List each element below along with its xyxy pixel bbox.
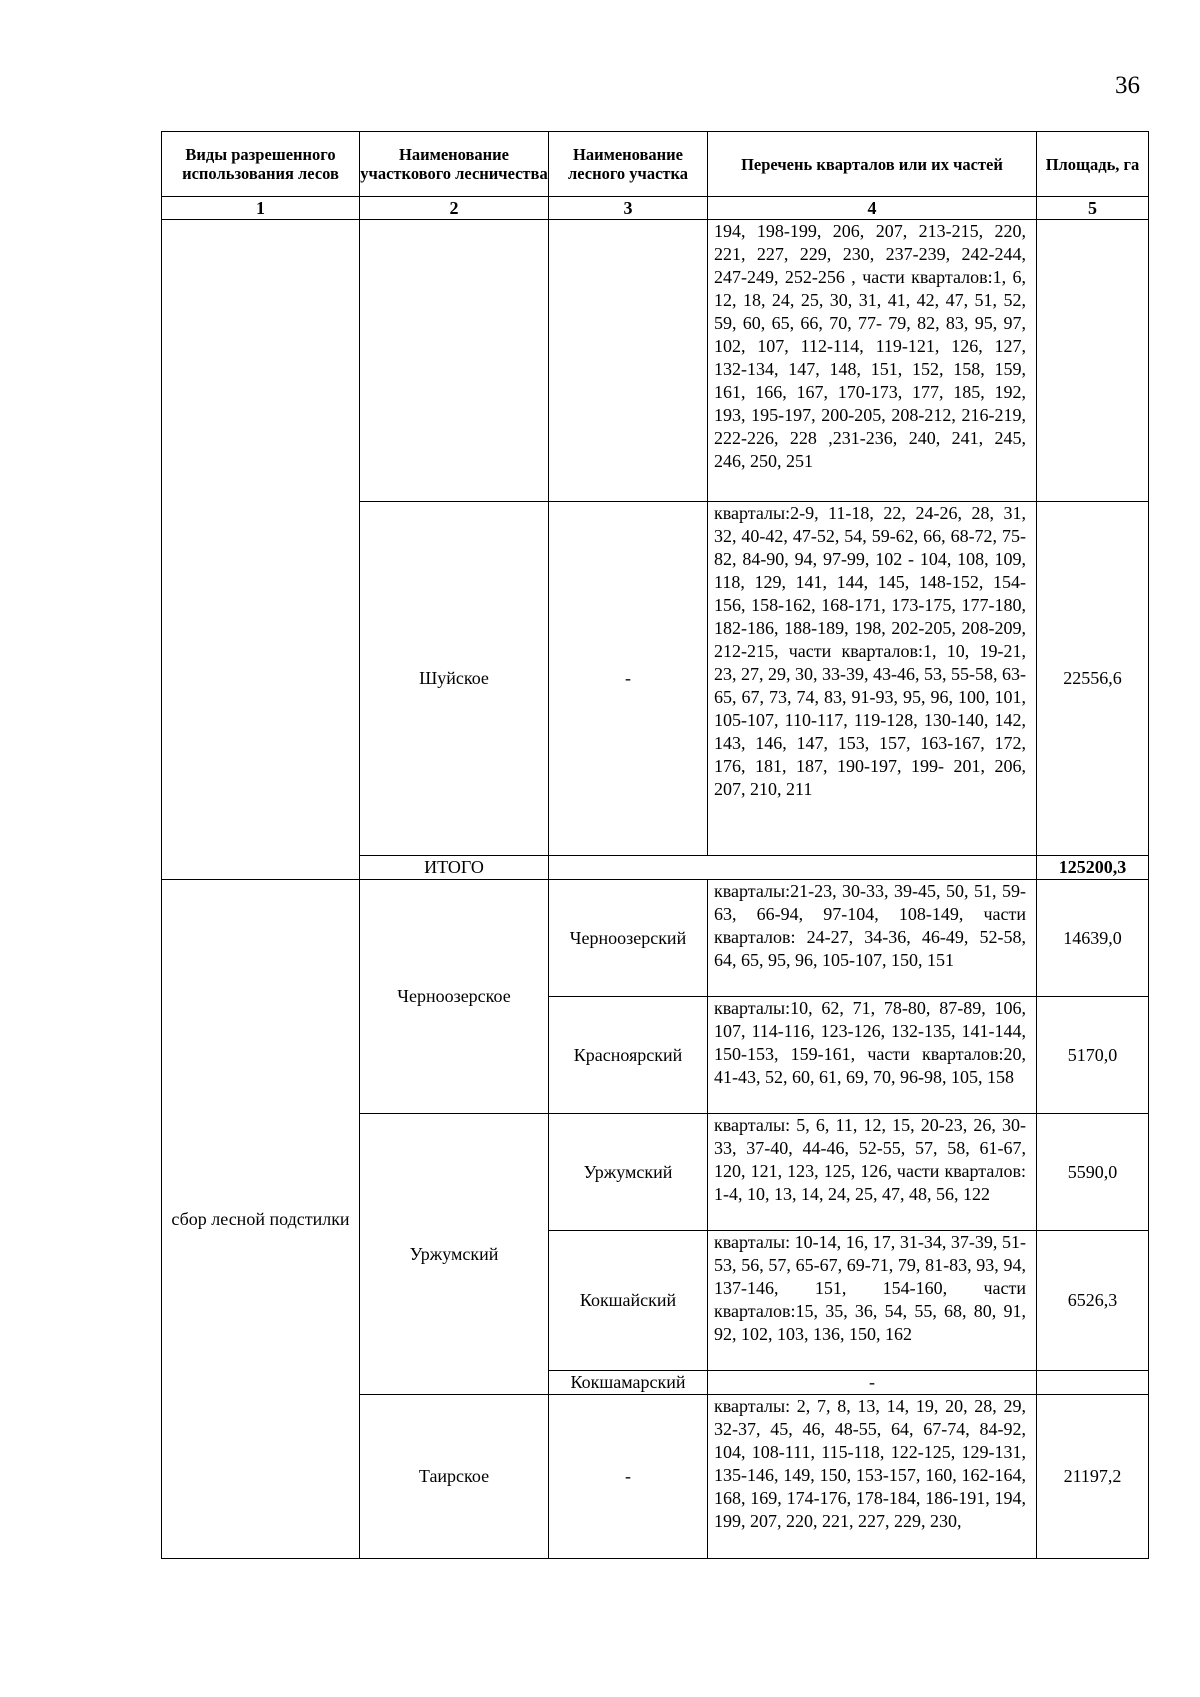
area-cell bbox=[1037, 1371, 1149, 1395]
area-cell: 22556,6 bbox=[1037, 502, 1149, 856]
quarters-cell: кварталы: 5, 6, 11, 12, 15, 20-23, 26, 30-33, 37-40, 44-46, 52-55, 57, 58, 61-67, 120, 121, 123, 125, 126, части кварталов: 1-4, 10, 13, 14, 24, 25, 47, 48, 56, 122 bbox=[708, 1114, 1037, 1231]
quarters-cell: кварталы: 10-14, 16, 17, 31-34, 37-39, 51-53, 56, 57, 65-67, 69-71, 79, 81-83, 93, 94, 137-146, 151, 154-160, части кварталов:15, 35, 36, 54, 55, 68, 80, 91, 92, 102, 103, 136, 150, 162 bbox=[708, 1231, 1037, 1371]
forestry-cell: Таирское bbox=[360, 1395, 549, 1559]
header-plot: Наименование лесного участка bbox=[549, 132, 708, 197]
quarters-cell: кварталы:2-9, 11-18, 22, 24-26, 28, 31, 32, 40-42, 47-52, 54, 59-62, 66, 68-72, 75-82, 84-90, 94, 97-99, 102 - 104, 108, 109, 118, 129, 141, 144, 145, 148-152, 154-156, 158-162, 168-171, 173-175, 177-180, 182-186, 188-189, 198, 202-205, 208-209, 212-215, части кварталов:1, 10, 19-21, 23, 27, 29, 30, 33-39, 43-46, 53, 55-58, 63-65, 67, 73, 74, 83, 91-93, 95, 96, 100, 101, 105-107, 110-117, 119-128, 130-140, 142, 143, 146, 147, 153, 157, 163-167, 172, 176, 181, 187, 190-197, 199- 201, 206, 207, 210, 211 bbox=[708, 502, 1037, 856]
header-use-type: Виды разрешенного использования лесов bbox=[162, 132, 360, 197]
header-row bbox=[162, 132, 1149, 197]
plot-cell: Кокшайский bbox=[549, 1231, 708, 1371]
quarters-cell: кварталы:21-23, 30-33, 39-45, 50, 51, 59-63, 66-94, 97-104, 108-149, части кварталов: 24-27, 34-36, 46-49, 52-58, 64, 65, 95, 96, 105-107, 150, 151 bbox=[708, 880, 1037, 997]
area-cell: 21197,2 bbox=[1037, 1395, 1149, 1559]
forestry-cell: Уржумский bbox=[360, 1114, 549, 1395]
header-area: Площадь, га bbox=[1037, 132, 1149, 197]
area-cell: 5590,0 bbox=[1037, 1114, 1149, 1231]
page-number: 36 bbox=[1115, 72, 1140, 99]
column-number: 3 bbox=[549, 197, 708, 220]
column-number-row bbox=[162, 197, 1149, 220]
area-cell bbox=[1037, 220, 1149, 502]
header-forestry: Наименование участкового лесничества bbox=[360, 132, 549, 197]
plot-cell: - bbox=[549, 502, 708, 856]
quarters-cell: - bbox=[708, 1371, 1037, 1395]
total-label: ИТОГО bbox=[360, 856, 549, 880]
forest-use-table bbox=[161, 131, 1149, 1559]
plot-cell: Черноозерский bbox=[549, 880, 708, 997]
use-type-cell-prev bbox=[162, 220, 360, 880]
header-quarters: Перечень кварталов или их частей bbox=[708, 132, 1037, 197]
quarters-cell: кварталы: 2, 7, 8, 13, 14, 19, 20, 28, 29, 32-37, 45, 46, 48-55, 64, 67-74, 84-92, 104, 108-111, 115-118, 122-125, 129-131, 135-146, 149, 150, 153-157, 160, 162-164, 168, 169, 174-176, 178-184, 186-191, 194, 199, 207, 220, 221, 227, 229, 230, bbox=[708, 1395, 1037, 1559]
plot-cell: Кокшамарский bbox=[549, 1371, 708, 1395]
column-number: 1 bbox=[162, 197, 360, 220]
area-cell: 6526,3 bbox=[1037, 1231, 1149, 1371]
forestry-cell-prev bbox=[360, 220, 549, 502]
plot-cell: - bbox=[549, 1395, 708, 1559]
area-cell: 14639,0 bbox=[1037, 880, 1149, 997]
column-number: 2 bbox=[360, 197, 549, 220]
forestry-cell: Черноозерское bbox=[360, 880, 549, 1114]
total-value: 125200,3 bbox=[1037, 856, 1149, 880]
table-row bbox=[162, 220, 1149, 502]
quarters-cell: 194, 198-199, 206, 207, 213-215, 220, 221, 227, 229, 230, 237-239, 242-244, 247-249, 252-256 , части кварталов:1, 6, 12, 18, 24, 25, 30, 31, 41, 42, 47, 51, 52, 59, 60, 65, 66, 70, 77- 79, 82, 83, 95, 97, 102, 107, 112-114, 119-121, 126, 127, 132-134, 147, 148, 151, 152, 158, 159, 161, 166, 167, 170-173, 177, 185, 192, 193, 195-197, 200-205, 208-212, 216-219, 222-226, 228 ,231-236, 240, 241, 245, 246, 250, 251 bbox=[708, 220, 1037, 502]
use-type-cell: сбор лесной подстилки bbox=[162, 880, 360, 1559]
column-number: 5 bbox=[1037, 197, 1149, 220]
total-empty bbox=[549, 856, 1037, 880]
table-row bbox=[162, 880, 1149, 997]
quarters-cell: кварталы:10, 62, 71, 78-80, 87-89, 106, 107, 114-116, 123-126, 132-135, 141-144, 150-153, 159-161, части кварталов:20, 41-43, 52, 60, 61, 69, 70, 96-98, 105, 158 bbox=[708, 997, 1037, 1114]
column-number: 4 bbox=[708, 197, 1037, 220]
area-cell: 5170,0 bbox=[1037, 997, 1149, 1114]
plot-cell: Красноярский bbox=[549, 997, 708, 1114]
forestry-cell: Шуйское bbox=[360, 502, 549, 856]
plot-cell-prev bbox=[549, 220, 708, 502]
plot-cell: Уржумский bbox=[549, 1114, 708, 1231]
